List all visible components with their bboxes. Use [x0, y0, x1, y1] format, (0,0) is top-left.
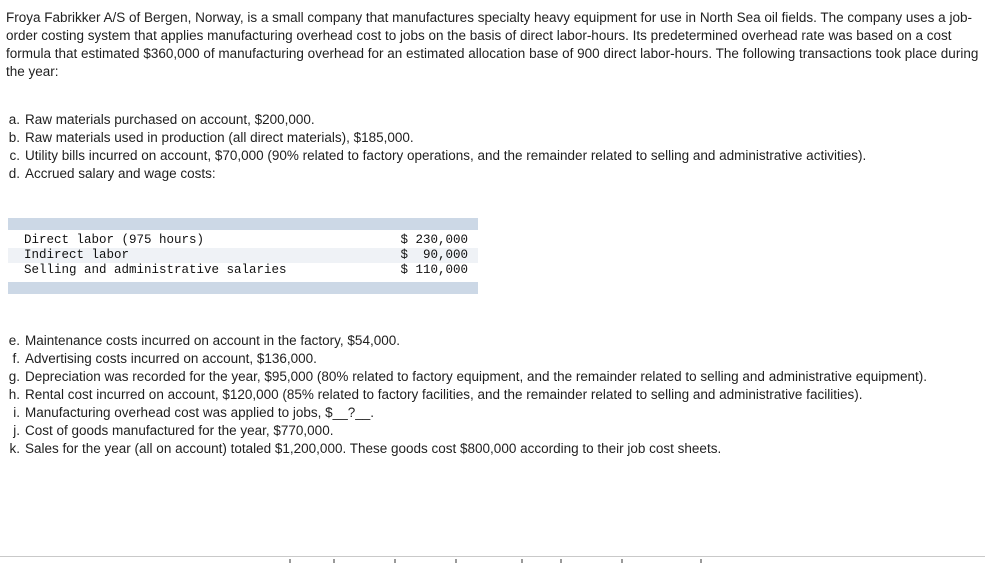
list-item: [6, 350, 979, 368]
list-item-text: Cost of goods manufactured for the year, $770,000.: [25, 423, 334, 438]
list-item: [6, 440, 979, 458]
table-cell-amount: $ 90,000: [400, 248, 468, 262]
table-cell-amount: $ 230,000: [400, 233, 468, 247]
table-column-tick: [289, 559, 291, 563]
list-item-label: b.: [8, 130, 20, 145]
list-item: [6, 386, 979, 404]
problem-intro: Froya Fabrikker A/S of Bergen, Norway, is a small company that manufactures specialty heavy equipment for use in North Sea oil fields. The company uses a job-order costing system that applies manufacturing overhead cost to jobs on the basis of direct labor-hours. Its predetermined overhead rate was based on a cost formula that estimated $360,000 of manufacturing overhead for an estimated allocation base of 900 direct labor-hours. The following transactions took place during the year:: [6, 10, 979, 79]
table-column-tick: [521, 559, 523, 563]
list-item-label: f.: [12, 351, 20, 366]
list-item: [6, 165, 979, 183]
table-row: [8, 233, 478, 248]
list-item-label: g.: [8, 369, 20, 384]
list-item-label: c.: [9, 148, 20, 163]
table-column-tick: [333, 559, 335, 563]
list-item-label: a.: [8, 112, 20, 127]
list-item-text: Raw materials used in production (all direct materials), $185,000.: [25, 130, 414, 145]
cropped-next-section-edge: [0, 556, 985, 563]
list-item-text: Maintenance costs incurred on account in the factory, $54,000.: [25, 333, 400, 348]
table-column-tick: [700, 559, 702, 563]
salary-table: [8, 218, 478, 294]
salary-table-bottom-bar: [8, 282, 478, 294]
list-item: [6, 111, 979, 129]
list-item: [6, 368, 979, 386]
table-cell-item: Indirect labor: [24, 248, 130, 262]
table-row: [8, 263, 478, 278]
list-item-text: Raw materials purchased on account, $200,000.: [25, 112, 315, 127]
transaction-list-e-k: [6, 332, 979, 458]
table-cell-amount: $ 110,000: [400, 263, 468, 277]
list-item: [6, 129, 979, 147]
list-item: [6, 332, 979, 350]
list-item: [6, 422, 979, 440]
list-item-label: k.: [9, 441, 20, 456]
list-item-text: Advertising costs incurred on account, $136,000.: [25, 351, 317, 366]
table-cell-item: Direct labor (975 hours): [24, 233, 205, 247]
list-item: [6, 404, 979, 422]
salary-table-top-bar: [8, 218, 478, 230]
list-item-label: d.: [8, 166, 20, 181]
table-column-tick: [455, 559, 457, 563]
table-column-tick: [621, 559, 623, 563]
table-row: [8, 248, 478, 263]
list-item-text: Utility bills incurred on account, $70,000 (90% related to factory operations, and the remainder related to selling and administrative activities).: [25, 148, 867, 163]
list-item-text: Rental cost incurred on account, $120,000 (85% related to factory facilities, and the remainder related to selling and administrative facilities).: [25, 387, 863, 402]
list-item: [6, 147, 979, 165]
list-item-text: Manufacturing overhead cost was applied to jobs, $__?__.: [25, 405, 374, 420]
list-item-label: e.: [8, 333, 20, 348]
list-item-text: Accrued salary and wage costs:: [25, 166, 216, 181]
list-item-text: Sales for the year (all on account) totaled $1,200,000. These goods cost $800,000 according to their job cost sheets.: [25, 441, 722, 456]
list-item-label: j.: [13, 423, 20, 438]
table-cell-item: Selling and administrative salaries: [24, 263, 287, 277]
salary-table-body: [8, 230, 478, 282]
list-item-text: Depreciation was recorded for the year, $95,000 (80% related to factory equipment, and the remainder related to selling and administrative equipment).: [25, 369, 928, 384]
transaction-list-a-d: [6, 111, 979, 183]
list-item-label: i.: [13, 405, 20, 420]
table-column-tick: [394, 559, 396, 563]
table-column-tick: [560, 559, 562, 563]
list-item-label: h.: [8, 387, 20, 402]
